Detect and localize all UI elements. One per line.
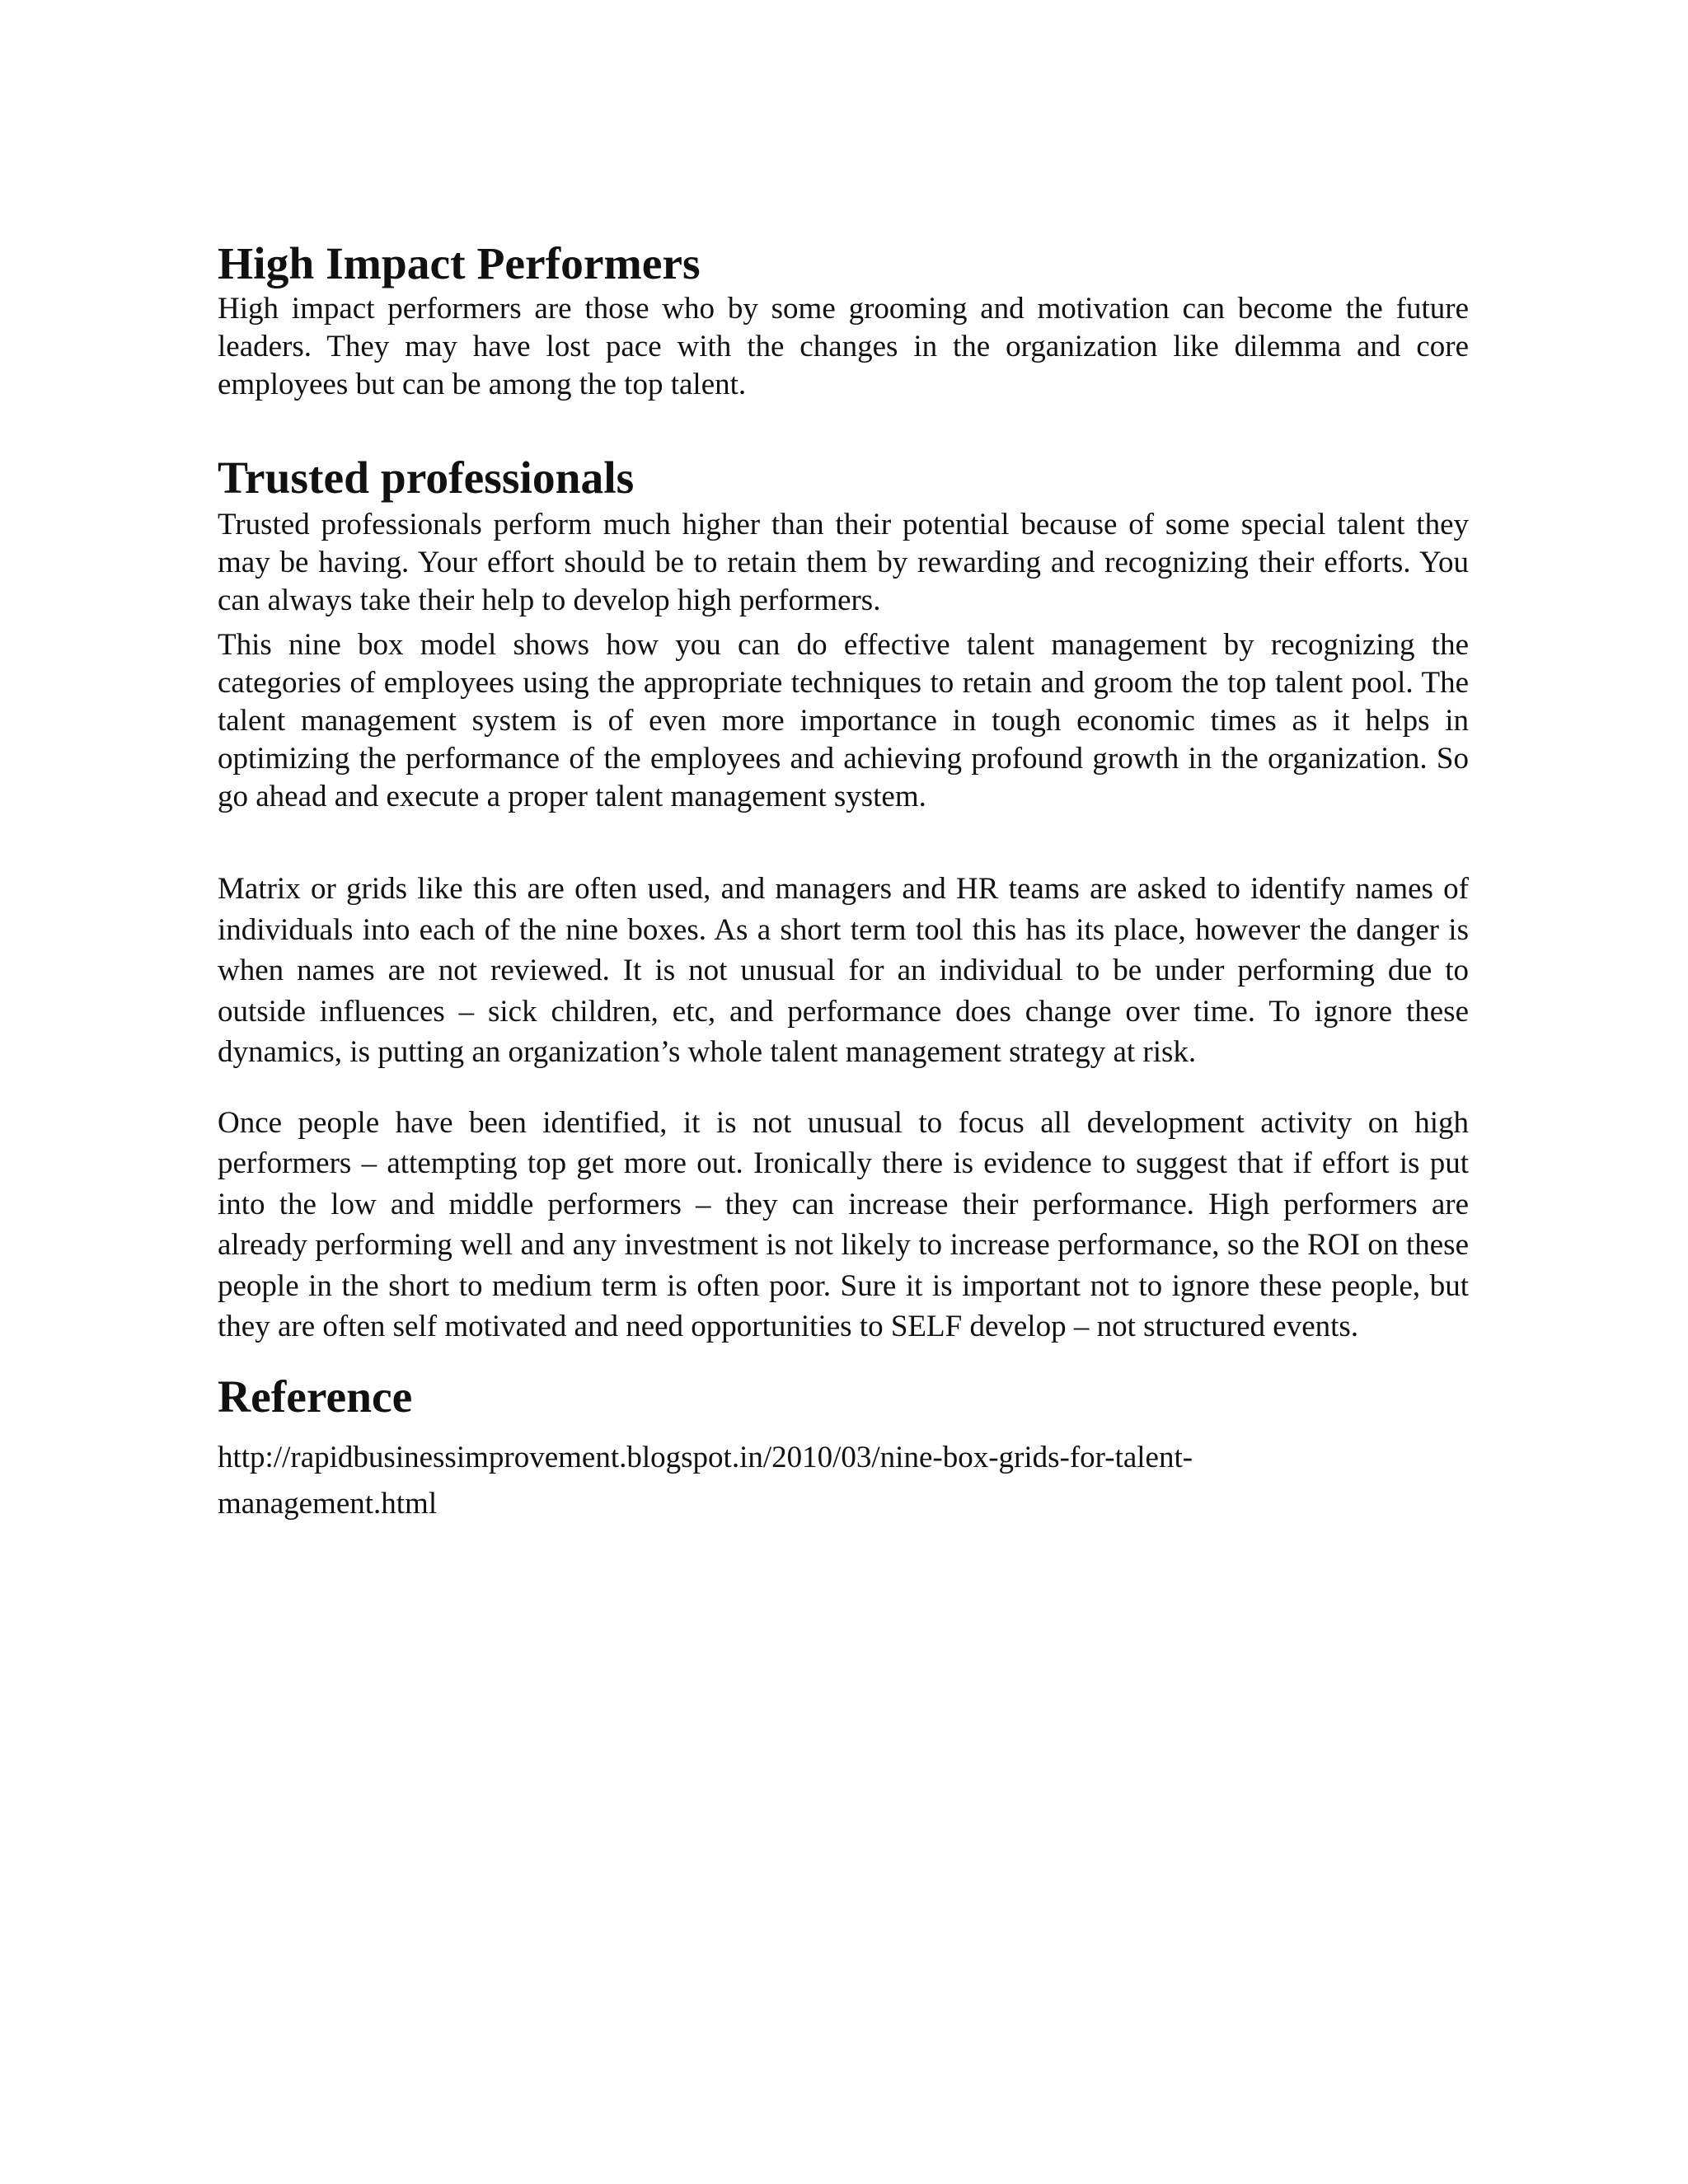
reference-url-line-1: http://rapidbusinessimprovement.blogspot.in/2010/03/nine-box-grids-for-talent- bbox=[218, 1440, 1193, 1474]
reference-url-line-2: management.html bbox=[218, 1486, 438, 1521]
paragraph-high-impact-performers: High impact performers are those who by some grooming and motivation can become the future leaders. They may have lost pace with the changes in the organization like dilemma and core employees but can be among the top talent. bbox=[218, 292, 1469, 401]
reference-url bbox=[218, 1435, 1469, 1527]
paragraph-development-focus: Once people have been identified, it is not unusual to focus all development activity on high performers – attempting top get more out. Ironically there is evidence to suggest that if effort is put into the low and middle performers – they can increase their performance. High performers are already performing well and any investment is not likely to increase performance, so the ROI on these people in the short to medium term is often poor. Sure it is important not to ignore these people, but they are often self motivated and need opportunities to SELF develop – not structured events. bbox=[218, 1105, 1469, 1343]
paragraph-nine-box-model: This nine box model shows how you can do effective talent management by recognizing the categories of employees using the appropriate techniques to retain and groom the top talent pool. The talent management system is of even more importance in tough economic times as it helps in optimizing the performance of the employees and achieving profound growth in the organization. So go ahead and execute a proper talent management system. bbox=[218, 628, 1469, 813]
heading-trusted-professionals: Trusted professionals bbox=[218, 453, 635, 504]
paragraph-matrix-grids: Matrix or grids like this are often used, and managers and HR teams are asked to identify names of individuals into each of the nine boxes. As a short term tool this has its place, however the danger is when names are not reviewed. It is not unusual for an individual to be under performing due to outside influences – sick children, etc, and performance does change over time. To ignore these dynamics, is putting an organization’s whole talent management strategy at risk. bbox=[218, 872, 1469, 1069]
heading-high-impact-performers: High Impact Performers bbox=[218, 239, 701, 289]
paragraph-trusted-professionals: Trusted professionals perform much higher than their potential because of some special talent they may be having. Your effort should be to retain them by rewarding and recognizing their efforts. You can always take their help to develop high performers. bbox=[218, 508, 1469, 617]
document-page bbox=[218, 239, 1469, 1527]
heading-reference: Reference bbox=[218, 1371, 413, 1422]
